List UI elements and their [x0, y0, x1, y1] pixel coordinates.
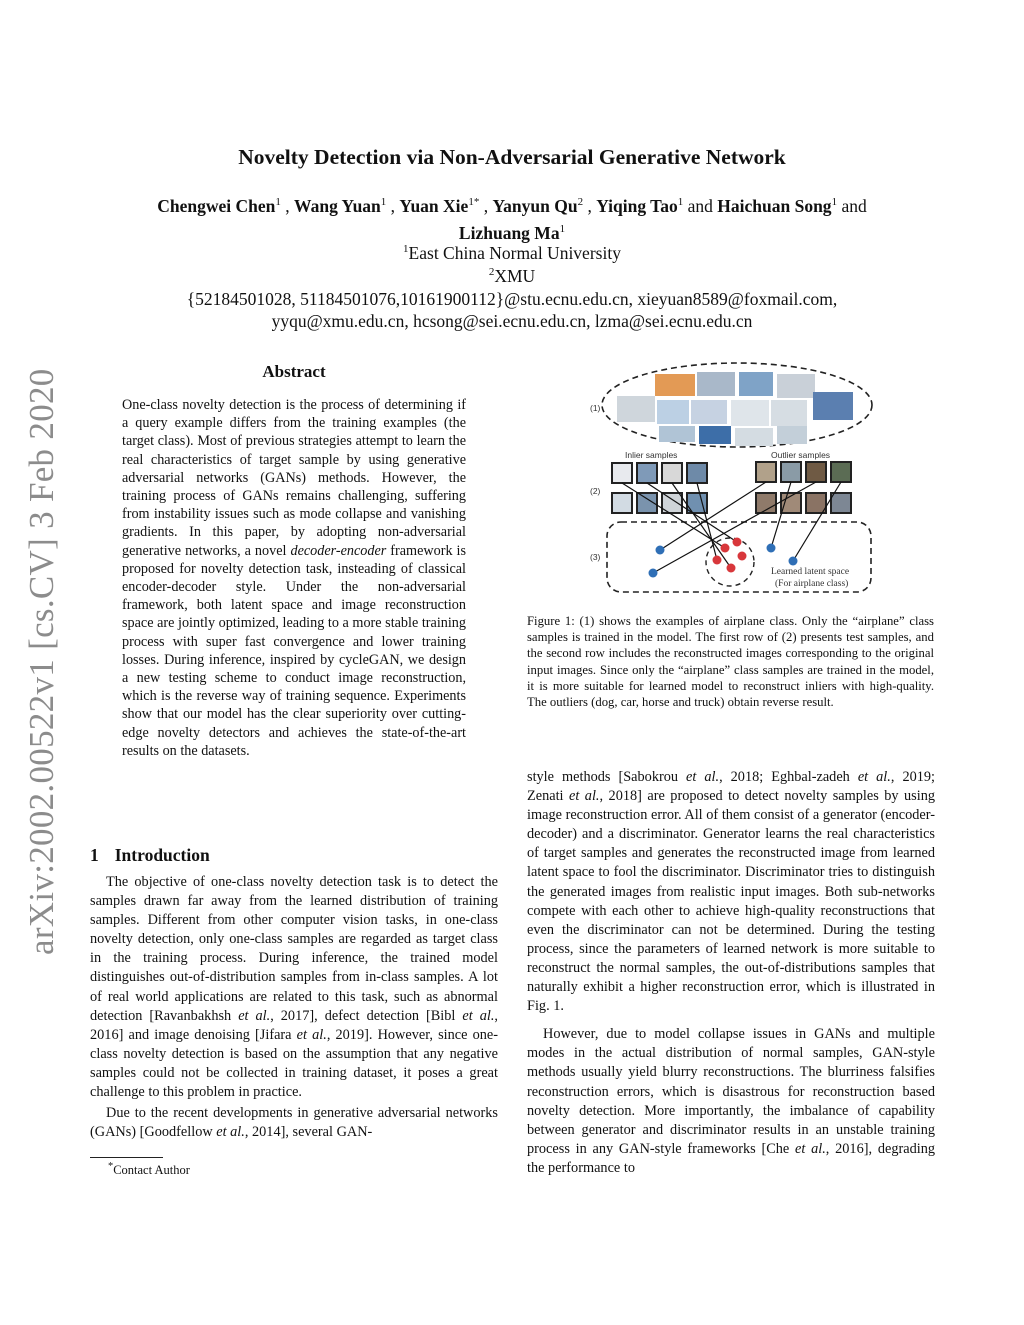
author-name: Lizhuang Ma	[458, 222, 560, 243]
figure-label: (2)	[590, 486, 601, 496]
author-name: Yuan Xie	[399, 195, 469, 216]
email-line-2: yyqu@xmu.edu.cn, hcsong@sei.ecnu.edu.cn, lzma@sei.ecnu.edu.cn	[271, 311, 753, 331]
author-name: Yanyun Qu	[492, 195, 578, 216]
author-name: Chengwei Chen	[157, 195, 276, 216]
paper-title: Novelty Detection via Non-Adversarial Generative Network	[238, 145, 786, 169]
footnote-rule	[90, 1157, 163, 1158]
author-name: Wang Yuan	[294, 195, 381, 216]
figure-diagram	[585, 360, 885, 600]
email-line-1: {52184501028, 51184501076,10161900112}@stu.ecnu.edu.cn, xieyuan8589@foxmail.com,	[186, 289, 838, 309]
author-name: Yiqing Tao	[596, 195, 678, 216]
paragraph: The objective of one-class novelty detection task is to detect the samples drawn far away from the learned distribution of training samples. Different from other computer vision tasks, in one-class novelty detection, only one-class samples are regarded as target class in the training process. During inference, the trained model distinguishes out-of-distribution samples from in-class samples. A lot of real world applications are related to this task, such as abnormal detection [Ravanbakhsh et al., 2017], defect detection [Bibl et al., 2016] and image denoising [Jifara et al., 2019]. However, since one-class novelty detection is based on the assumption that any negative samples could not be collected in training dataset, it poses a great challenge to this problem in practice.	[90, 874, 498, 1101]
affiliation-1: $^1$East China Normal University	[403, 243, 621, 263]
paragraph: style methods [Sabokrou et al., 2018; Eghbal-zadeh et al., 2019; Zenati et al., 2018] are proposed to detect novelty samples by using image reconstruction error. All of them consist of a generator (encoder-decoder) and a discriminator. Generator learns the real characteristics of target samples and generates the reconstructed image from learned latent space to fool the discriminator. Discriminator tries to distinguish the generated images from realistic input images. Both sub-networks compete with each other to achieve high-quality reconstructions that even the discriminator can not be determined. During the testing process, since the parameters of learned network is more suitable to reconstruct the normal samples, the out-of-distributions samples that naturally exhibit a higher reconstruction error, which is illustrated in Fig. 1.	[527, 769, 936, 1015]
outlier-label: Outlier samples	[771, 450, 831, 460]
left-column-body	[90, 873, 498, 1142]
affiliation-2: $^2$XMU	[488, 266, 536, 286]
reconstruction-row	[612, 493, 851, 513]
figure-1	[585, 360, 885, 600]
abstract-text: One-class novelty detection is the process of determining if a query example differs from the training examples (the target class). Most of previous strategies attempt to learn the real characteristics of target sample by using generative adversarial networks (GANs) methods. However, the training process of GANs remains challenging, suffering from instability issues such as mode collapse and vanishing gradients. In this paper, by adopting non-adversarial generative networks, a novel decoder-encoder framework is proposed for novelty detection task, insteading of classical encoder-decoder style. Under the non-adversarial framework, both latent space and image reconstruction space are jointly optimized, leading to a more stable training process with super fast convergence and lower training losses. During inference, inspired by cycleGAN, we design a new testing scheme to conduct image reconstruction, which is the reverse way of training sequence. Experiments show that our model has the clear superiority over cutting-edge novelty detectors and achieves the state-of-the-art results on the datasets.	[122, 397, 466, 759]
right-column-body	[527, 768, 935, 1178]
author-name: Haichuan Song	[717, 195, 832, 216]
abstract-heading: Abstract	[262, 362, 326, 381]
figure-label: (3)	[590, 552, 601, 562]
inlier-label: Inlier samples	[625, 450, 678, 460]
figure-caption: Figure 1: (1) shows the examples of airplane class. Only the “airplane” class samples is trained in the model. The first row of (2) presents test samples, and the second row includes the reconstructed images corresponding to the original input images. Since only the “airplane” class samples are trained in the model, it is more suitable for learned model to reconstruct inliers with high-quality. The outliers (dog, car, horse and truck) obtain reverse result.	[527, 614, 934, 710]
paragraph: Due to the recent developments in generative adversarial networks (GANs) [Goodfellow et al., 2014], several GAN-	[90, 1105, 498, 1141]
paragraph: However, due to model collapse issues in GANs and multiple modes in the actual distribution of normal samples, GAN-style methods usually yield blurry reconstructions. The blurriness falsifies reconstruction errors, which is disastrous for reconstruction based novelty detection. More importantly, the imbalance of capability between generator and discriminator results in an unstable training process in any GAN-style frameworks [Che et al., 2016], degrading the performance to	[527, 1026, 935, 1176]
author-list: Chengwei Chen$^1$ , Wang Yuan$^1$ , Yuan Xie$^{1*}$ , Yanyun Qu$^2$ , Yiqing Tao$^1$ and Haichuan Song$^1$ and Lizhuang Ma$^1$	[157, 195, 867, 243]
airplane-thumbnails	[617, 372, 853, 446]
section-heading: 1 Introduction	[90, 845, 210, 865]
latent-space-label: Learned latent space	[771, 567, 850, 577]
latent-space-sublabel: (For airplane class)	[775, 579, 849, 589]
figure-label: (1)	[590, 403, 601, 413]
test-samples-row	[612, 462, 851, 483]
footnote: *Contact Author	[108, 1161, 190, 1178]
arxiv-identifier: arXiv:2002.00522v1 [cs.CV] 3 Feb 2020	[22, 368, 61, 955]
